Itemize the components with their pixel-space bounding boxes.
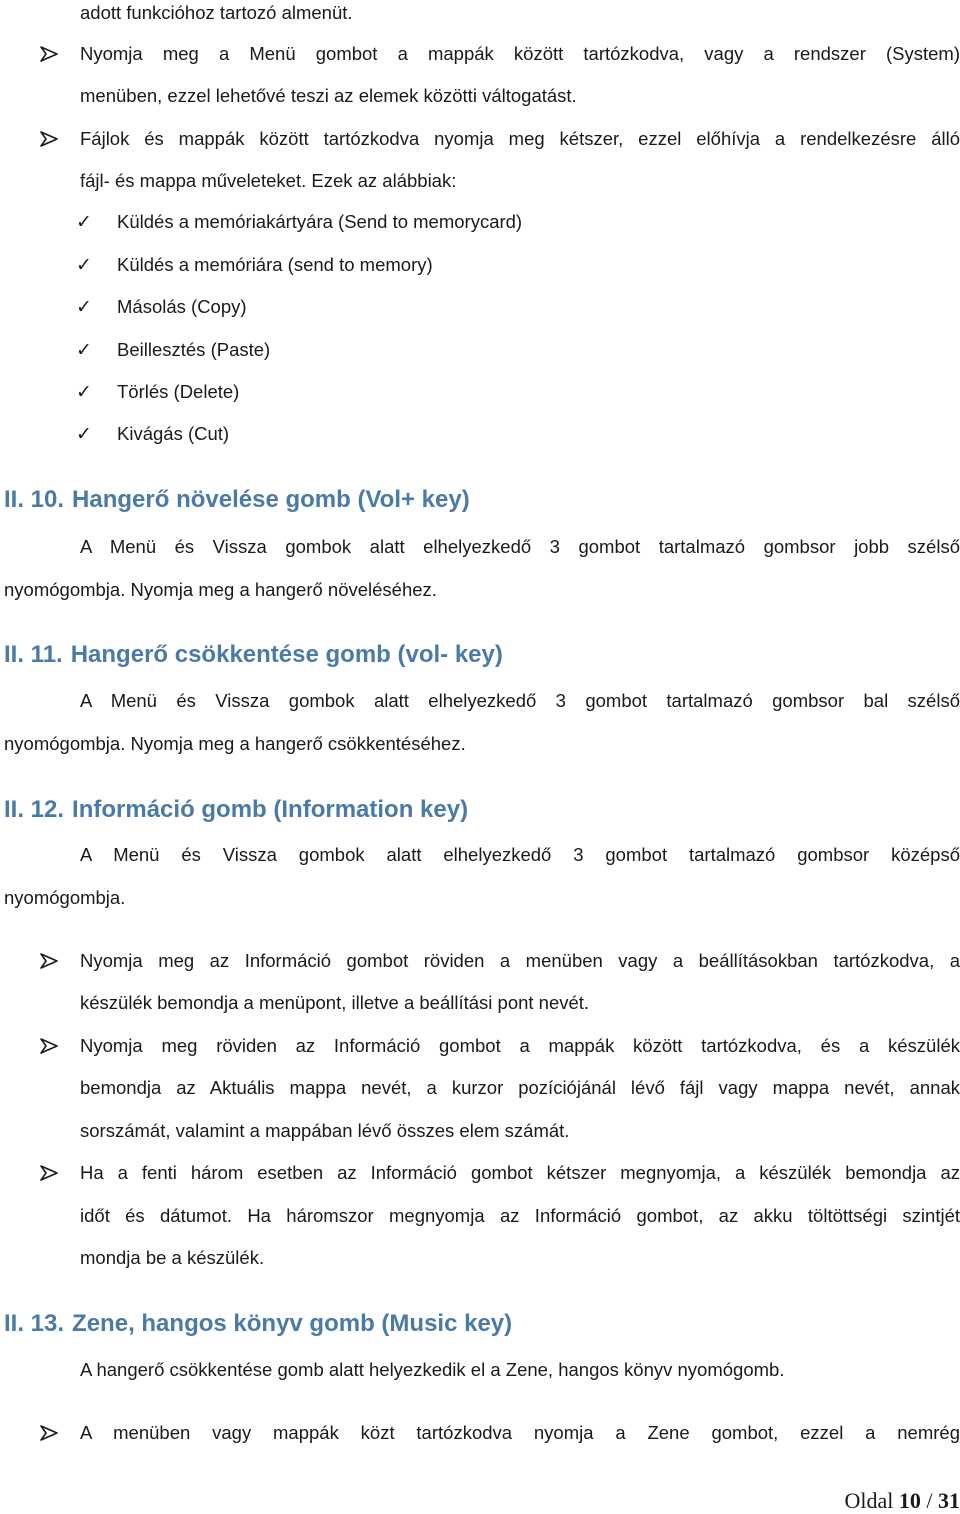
paragraph-line: A Menü és Vissza gombok alatt elhelyezkedő 3 gombot tartalmazó gombsor középső [80, 844, 960, 865]
section-number: II. 12. [4, 796, 65, 823]
section-title: Hangerő csökkentése gomb (vol- key) [70, 641, 503, 668]
page-number [844, 1488, 960, 1514]
paragraph-line: nyomógombja. Nyomja meg a hangerő csökkentéséhez. [4, 733, 466, 754]
list-item-continuation: menüben, ezzel lehetővé teszi az elemek közötti váltogatást. [80, 85, 577, 106]
list-item-continuation: bemondja az Aktuális mappa nevét, a kurzor pozíciójánál lévő fájl vagy mappa nevét, annak [80, 1077, 960, 1098]
checkmark-icon: ✓ [76, 339, 92, 361]
list-item: Ha a fenti három esetben az Információ gombot kétszer megnyomja, a készülék bemondja az [80, 1162, 960, 1183]
section-heading [4, 1309, 512, 1339]
checklist-item: Másolás (Copy) [117, 296, 247, 317]
total-pages: 31 [938, 1488, 960, 1513]
checklist-item: Küldés a memóriakártyára (Send to memorycard) [117, 211, 523, 232]
page-separator: / [926, 1488, 933, 1513]
paragraph-line: nyomógombja. [4, 887, 126, 908]
section-heading [4, 640, 503, 670]
list-item: Nyomja meg röviden az Információ gombot a mappák között tartózkodva, és a készülék [80, 1035, 960, 1056]
paragraph-line: A Menü és Vissza gombok alatt elhelyezkedő 3 gombot tartalmazó gombsor jobb szélső [80, 536, 960, 557]
paragraph-line: nyomógombja. Nyomja meg a hangerő növeléséhez. [4, 579, 437, 600]
checkmark-icon: ✓ [76, 423, 92, 445]
section-title: Hangerő növelése gomb (Vol+ key) [72, 486, 470, 513]
intro-text: adott funkcióhoz tartozó almenüt. [80, 2, 353, 23]
arrow-bullet-icon [38, 127, 60, 151]
list-item: Nyomja meg az Információ gombot röviden a menüben vagy a beállításokban tartózkodva, a [80, 950, 960, 971]
paragraph-line: A Menü és Vissza gombok alatt elhelyezkedő 3 gombot tartalmazó gombsor bal szélső [80, 690, 960, 711]
list-item-continuation: időt és dátumot. Ha háromszor megnyomja az Információ gombot, az akku töltöttségi szintjét [80, 1205, 960, 1226]
checkmark-icon: ✓ [76, 211, 92, 233]
section-heading [4, 795, 468, 825]
checklist-item: Beillesztés (Paste) [117, 339, 271, 360]
list-item-continuation: készülék bemondja a menüpont, illetve a beállítási pont nevét. [80, 992, 590, 1013]
arrow-bullet-icon [38, 1034, 60, 1058]
section-number: II. 10. [4, 486, 65, 513]
section-title: Zene, hangos könyv gomb (Music key) [72, 1310, 513, 1337]
paragraph-line: A hangerő csökkentése gomb alatt helyezkedik el a Zene, hangos könyv nyomógomb. [80, 1359, 785, 1380]
checkmark-icon: ✓ [76, 296, 92, 318]
section-heading [4, 485, 470, 515]
checkmark-icon: ✓ [76, 381, 92, 403]
list-item: Fájlok és mappák között tartózkodva nyomja meg kétszer, ezzel előhívja a rendelkezésre álló [80, 128, 960, 149]
list-item-continuation: fájl- és mappa műveleteket. Ezek az alábbiak: [80, 170, 457, 191]
arrow-bullet-icon [38, 42, 60, 66]
list-item: Nyomja meg a Menü gombot a mappák között tartózkodva, vagy a rendszer (System) [80, 43, 960, 64]
section-number: II. 11. [4, 641, 63, 668]
arrow-bullet-icon [38, 949, 60, 973]
arrow-bullet-icon [38, 1421, 60, 1445]
list-item-continuation: mondja be a készülék. [80, 1247, 265, 1268]
checklist-item: Törlés (Delete) [117, 381, 240, 402]
checklist-item: Küldés a memóriára (send to memory) [117, 254, 433, 275]
checklist-item: Kivágás (Cut) [117, 423, 230, 444]
current-page: 10 [898, 1488, 921, 1513]
page-label: Oldal [844, 1488, 894, 1513]
list-item-continuation: sorszámát, valamint a mappában lévő összes elem számát. [80, 1120, 570, 1141]
section-title: Információ gomb (Information key) [72, 796, 469, 823]
section-number: II. 13. [4, 1310, 65, 1337]
arrow-bullet-icon [38, 1161, 60, 1185]
list-item: A menüben vagy mappák közt tartózkodva nyomja a Zene gombot, ezzel a nemrég [80, 1422, 960, 1443]
checkmark-icon: ✓ [76, 254, 92, 276]
